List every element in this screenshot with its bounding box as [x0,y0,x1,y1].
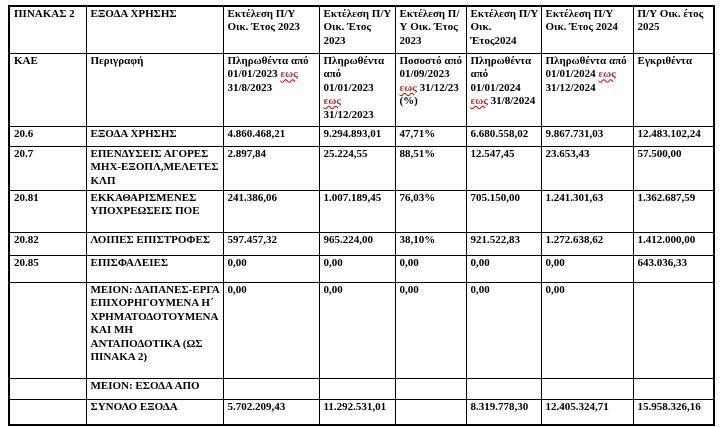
header-title-cell-5: Εκτέλεση Π/Υ Οικ. Έτος 2023 [395,6,466,54]
amount-cell: 12.547,45 [466,147,541,191]
amount-cell: 5.702.209,43 [223,400,319,426]
header-title-cell-7: Εκτέλεση Π/Υ Οικ. Έτος 2024 [541,6,633,54]
amount-cell: 25.224,55 [319,147,395,191]
spellcheck-flagged-word: εως [399,81,417,94]
amount-cell: 0,00 [223,256,319,283]
amount-cell: 0,00 [466,283,541,379]
amount-cell: 38,10% [395,233,466,256]
amount-cell: 47,71% [395,127,466,147]
amount-cell: 2.897,84 [223,147,319,191]
header-title-cell-8: Π/Υ Οικ. έτος 2025 [633,6,714,54]
table-row [9,256,714,283]
amount-cell: 4.860.468,21 [223,127,319,147]
amount-cell: 0,00 [395,256,466,283]
amount-cell: 12.483.102,24 [633,127,714,147]
amount-cell: 9.294.893,01 [319,127,395,147]
header-title-cell-4: Εκτέλεση Π/Υ Οικ. Έτος 2023 [319,6,395,54]
amount-cell: 0,00 [466,256,541,283]
header-row-titles [9,6,714,54]
kae-code-cell [9,283,86,379]
description-cell: ΜΕΙΟΝ: ΔΑΠΑΝΕΣ-ΕΡΓΑ ΕΠΙΧΟΡΗΓΟΥΜΕΝΑ Η΄ ΧΡΗΜΑΤΟΔΟΤΟΥΜΕΝΑ ΚΑΙ ΜΗ ΑΝΤΑΠΟΔΟΤΙΚΑ (ΩΣ ΠΙΝΑΚΑ 2) [86,283,223,379]
description-cell: ΕΠΙΣΦΑΛΕΙΕΣ [86,256,223,283]
amount-cell [395,400,466,426]
header-period-cell-2: Περιγραφή [86,54,223,127]
amount-cell: 11.292.531,01 [319,400,395,426]
kae-code-cell: 20.85 [9,256,86,283]
amount-cell: 1.241.301,63 [541,191,633,233]
description-cell: ΛΟΙΠΕΣ ΕΠΙΣΤΡΟΦΕΣ [86,233,223,256]
amount-cell: 965.224,00 [319,233,395,256]
amount-cell [466,379,541,400]
amount-cell [633,379,714,400]
header-period-cell-1: ΚΑΕ [9,54,86,127]
table-header [9,6,714,127]
spellcheck-flagged-word: εως [323,95,341,108]
amount-cell: 88,51% [395,147,466,191]
kae-code-cell [9,400,86,426]
amount-cell: 15.958.326,16 [633,400,714,426]
table-body [9,127,714,426]
amount-cell: 643.036,33 [633,256,714,283]
description-cell: ΕΠΕΝΔΥΣΕΙΣ ΑΓΟΡΕΣ ΜΗΧ-ΕΞΟΠΛ,ΜΕΛΕΤΕΣ ΚΛΠ [86,147,223,191]
amount-cell: 6.680.558,02 [466,127,541,147]
amount-cell: 23.653,43 [541,147,633,191]
table-row [9,379,714,400]
budget-expenses-table [8,5,715,426]
header-title-cell-6: Εκτέλεση Π/Υ Οικ. Έτος2024 [466,6,541,54]
table-row [9,127,714,147]
header-row-periods [9,54,714,127]
amount-cell: 705.150,00 [466,191,541,233]
amount-cell: 1.412.000,00 [633,233,714,256]
amount-cell: 1.007.189,45 [319,191,395,233]
description-cell: ΜΕΙΟΝ: ΕΣΟΔΑ ΑΠΟ [86,379,223,400]
description-cell: ΕΚΚΑΘΑΡΙΣΜΕΝΕΣ ΥΠΟΧΡΕΩΣΕΙΣ ΠΟΕ [86,191,223,233]
header-title-cell-3: Εκτέλεση Π/Υ Οικ. Έτος 2023 [223,6,319,54]
amount-cell: 76,03% [395,191,466,233]
amount-cell [223,379,319,400]
amount-cell: 0,00 [223,283,319,379]
amount-cell: 0,00 [319,256,395,283]
header-title-cell-1: ΠΙΝΑΚΑΣ 2 [9,6,86,54]
amount-cell: 1.362.687,59 [633,191,714,233]
amount-cell [633,283,714,379]
amount-cell: 8.319.778,30 [466,400,541,426]
table-row [9,147,714,191]
spellcheck-flagged-word: εως [470,95,488,108]
table-row [9,191,714,233]
amount-cell: 57.500,00 [633,147,714,191]
table-row [9,400,714,426]
spellcheck-flagged-word: εως [280,68,298,81]
amount-cell: 597.457,32 [223,233,319,256]
header-period-cell-8: Εγκριθέντα [633,54,714,127]
amount-cell: 0,00 [395,283,466,379]
table-row [9,233,714,256]
amount-cell [319,379,395,400]
kae-code-cell: 20.82 [9,233,86,256]
description-cell: ΕΞΟΔΑ ΧΡΗΣΗΣ [86,127,223,147]
kae-code-cell: 20.6 [9,127,86,147]
amount-cell: 921.522,83 [466,233,541,256]
header-period-cell-7: Πληρωθέντα από 01/01/2024 εως 31/12/2024 [541,54,633,127]
amount-cell: 0,00 [541,256,633,283]
kae-code-cell: 20.7 [9,147,86,191]
description-cell: ΣΥΝΟΛΟ ΕΞΟΔΑ [86,400,223,426]
amount-cell: 0,00 [541,283,633,379]
header-period-cell-4: Πληρωθέντα από 01/01/2023 εως 31/12/2023 [319,54,395,127]
table-row [9,283,714,379]
amount-cell: 12.405.324,71 [541,400,633,426]
header-period-cell-5: Ποσοστό από 01/09/2023 εως 31/12/23 (%) [395,54,466,127]
amount-cell [541,379,633,400]
header-period-cell-6: Πληρωθέντα από 01/01/2024 εως 31/8/2024 [466,54,541,127]
amount-cell: 1.272.638,62 [541,233,633,256]
spellcheck-flagged-word: εως [598,68,616,81]
kae-code-cell [9,379,86,400]
amount-cell: 241.386,06 [223,191,319,233]
amount-cell: 9.867.731,03 [541,127,633,147]
header-period-cell-3: Πληρωθέντα από 01/01/2023 εως 31/8/2023 [223,54,319,127]
amount-cell [395,379,466,400]
header-title-cell-2: ΕΞΟΔΑ ΧΡΗΣΗΣ [86,6,223,54]
amount-cell: 0,00 [319,283,395,379]
kae-code-cell: 20.81 [9,191,86,233]
